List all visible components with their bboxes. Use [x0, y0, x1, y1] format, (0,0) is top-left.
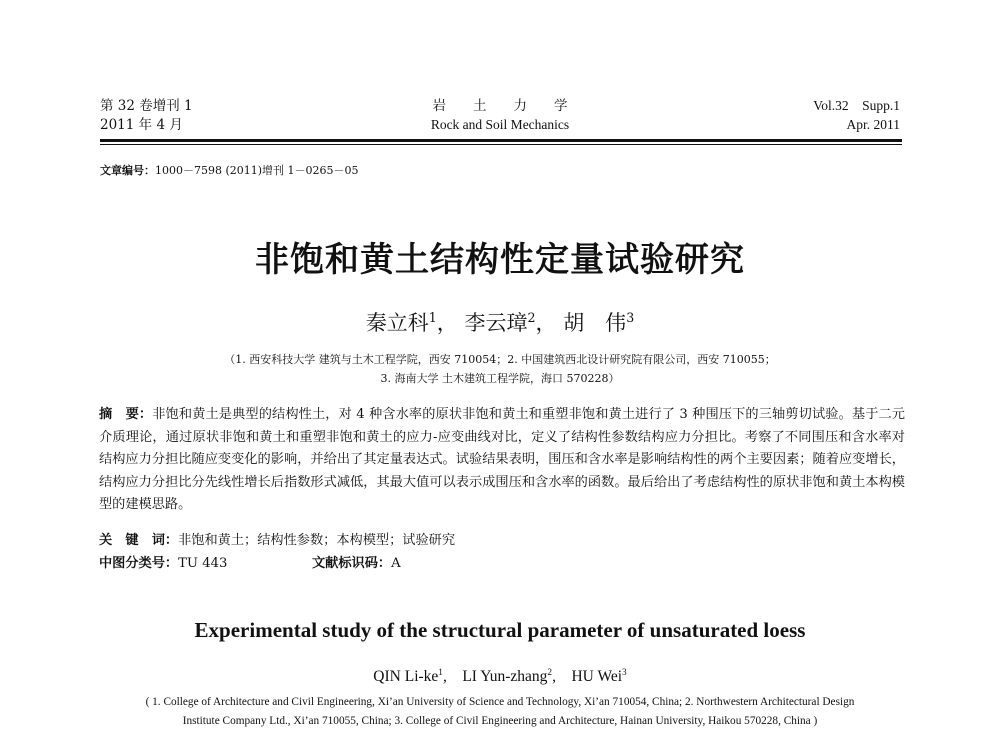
title-en: Experimental study of the structural parameter of unsaturated loess	[194, 618, 806, 642]
author-en-sup: 2	[547, 667, 553, 678]
keywords-text: 非饱和黄土；结构性参数；本构模型；试验研究	[178, 533, 456, 548]
author-en-sep: ,	[442, 668, 463, 685]
author-cn-sup: 2	[527, 310, 536, 325]
article-number	[100, 162, 359, 178]
abstract-label: 摘 要：	[99, 407, 153, 422]
classification-value: TU 443	[178, 556, 228, 571]
header-rule-thick	[100, 139, 902, 142]
doc-code	[312, 552, 401, 571]
classification	[99, 552, 227, 571]
affiliation-cn-line: 3. 海南大学 土木建筑工程学院，海口 570228）	[380, 372, 620, 385]
author-en: QIN Li-ke	[373, 668, 439, 685]
author-cn: 胡 伟	[563, 311, 627, 335]
author-cn-sep: ，	[535, 311, 557, 335]
doc-code-value: A	[391, 556, 401, 571]
abstract	[99, 404, 905, 517]
abstract-text: 非饱和黄土是典型的结构性土，对 4 种含水率的原状非饱和黄土和重塑非饱和黄土进行了 3 种围压下的三轴剪切试验。基于二元介质理论，通过原状非饱和黄土和重塑非饱和黄土的应力-应变曲线对比，定义了结构性参数结构应力分担比。考察了不同围压和含水率对结构应力分担比随应变变化的影响，并给出了其定量表达式。试验结果表明，围压和含水率是影响结构性的两个主要因素；随着应变增长，结构应力分担比分先线性增长后指数形式减低，其最大值可以表示成围压和含水率的函数。最后给出了考虑结构性的原状非饱和黄土本构模型的建模思路。	[99, 407, 905, 512]
author-cn: 秦立科	[365, 311, 429, 335]
title-cn: 非饱和黄土结构性定量试验研究	[255, 240, 745, 280]
header-journal-en: Rock and Soil Mechanics	[430, 117, 570, 132]
author-en: LI Yun-zhang	[462, 668, 548, 685]
header-volume-en: Vol.32 Supp.1	[813, 98, 900, 113]
author-en-sup: 3	[622, 667, 627, 678]
author-cn-sep: ，	[436, 311, 458, 335]
header-rule-thin	[100, 144, 902, 145]
authors-cn	[0, 307, 1000, 337]
header-journal-cn: 岩 土 力 学	[432, 98, 568, 114]
affiliation-en-line: ( 1. College of Architecture and Civil Engineering, Xi’an University of Science and Technology, Xi’an 710054, China; 2. Northwestern Architectural Design	[145, 696, 855, 708]
author-cn-sup: 3	[626, 310, 635, 325]
header-date-en: Apr. 2011	[846, 117, 900, 132]
keywords-label: 关 键 词：	[99, 533, 179, 548]
article-number-label: 文章编号：	[100, 164, 155, 177]
header-volume-cn: 第 32 卷增刊 1	[100, 98, 193, 114]
author-en-sup: 1	[438, 667, 443, 678]
article-number-value: 1000－7598 (2011)增刊 1－0265－05	[155, 164, 359, 177]
header-date-cn: 2011 年 4 月	[100, 117, 183, 133]
author-en: HU Wei	[571, 668, 623, 685]
author-cn-sup: 1	[428, 310, 437, 325]
doc-code-label: 文献标识码：	[312, 556, 392, 571]
affiliation-cn-line: （1. 西安科技大学 建筑与土木工程学院，西安 710054；2. 中国建筑西北设计研究院有限公司，西安 710055；	[224, 353, 776, 366]
author-cn: 李云璋	[464, 311, 528, 335]
classification-label: 中图分类号：	[99, 556, 179, 571]
authors-en	[0, 664, 1000, 686]
author-en-sep: ,	[552, 668, 572, 685]
keywords	[99, 529, 455, 548]
affiliation-en-line: Institute Company Ltd., Xi’an 710055, China; 3. College of Civil Engineering and Architecture, Hainan University, Haikou 570228, China )	[182, 715, 818, 727]
